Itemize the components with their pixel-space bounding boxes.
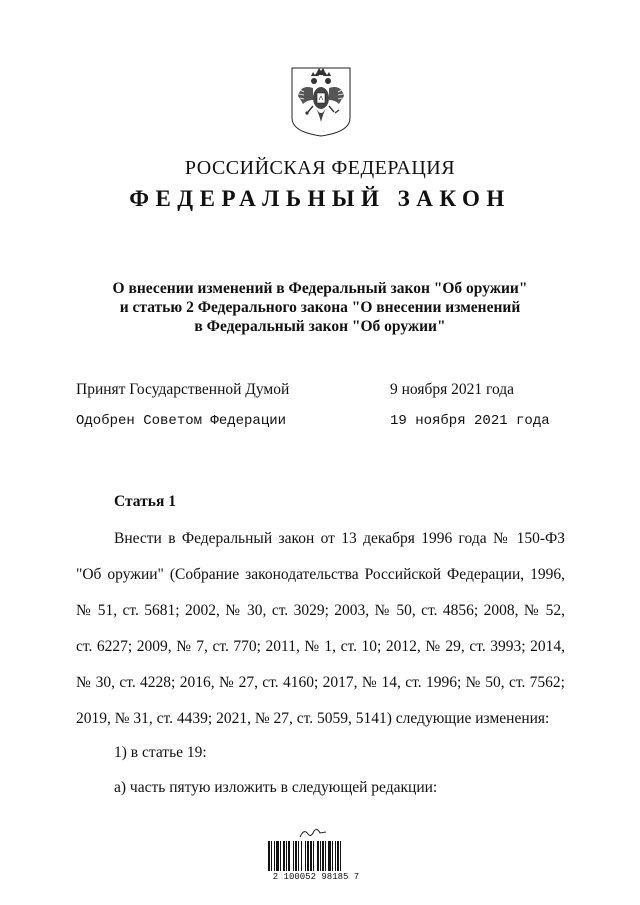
law-title-line: в Федеральный закон "Об оружии" xyxy=(194,318,446,335)
signature-mark-icon xyxy=(298,826,328,840)
adoption-council-row xyxy=(76,413,576,429)
article-text-line: 2019, № 31, ст. 4439; 2021, № 27, ст. 5059, 5141) следующие изменения: xyxy=(76,710,550,727)
article-item-1: 1) в статье 19: xyxy=(114,744,207,761)
article-item-1a: а) часть пятую изложить в следующей редакции: xyxy=(114,779,438,796)
article-text-line: № 30, ст. 4228; 2016, № 27, ст. 4160; 2017, № 14, ст. 1996; № 50, ст. 7562; xyxy=(76,674,565,691)
adoption-duma-date: 9 ноября 2021 года xyxy=(390,381,515,398)
article-heading: Статья 1 xyxy=(114,493,176,510)
adoption-duma-row xyxy=(76,381,576,399)
article-text-line: № 51, ст. 5681; 2002, № 30, ст. 3029; 2003, № 50, ст. 4856; 2008, № 52, xyxy=(76,602,565,619)
adoption-council-date: 19 ноября 2021 года xyxy=(390,413,550,429)
barcode-icon xyxy=(268,824,364,886)
barcode-bar xyxy=(341,841,343,871)
law-title-line: О внесении изменений в Федеральный закон "Об оружии" xyxy=(112,280,528,297)
article-text-line: "Об оружии" (Собрание законодательства Российской Федерации, 1996, xyxy=(76,566,565,583)
barcode-number: 2 100052 98185 7 xyxy=(272,872,360,882)
adoption-duma-label: Принят Государственной Думой xyxy=(76,381,290,398)
adoption-council-label: Одобрен Советом Федерации xyxy=(76,413,287,429)
law-title xyxy=(60,279,580,336)
article-text-line: Внести в Федеральный закон от 13 декабря 1996 года № 150-ФЗ xyxy=(114,530,565,547)
coat-of-arms-icon xyxy=(289,66,353,138)
law-title-line: и статью 2 Федерального закона "О внесении изменений xyxy=(119,299,521,316)
article-text-line: ст. 6227; 2009, № 7, ст. 770; 2011, № 1, ст. 10; 2012, № 29, ст. 3993; 2014, xyxy=(76,638,565,655)
document-type: ФЕДЕРАЛЬНЫЙ ЗАКОН xyxy=(129,186,511,211)
barcode-bars xyxy=(268,841,364,871)
country-name: РОССИЙСКАЯ ФЕДЕРАЦИЯ xyxy=(184,157,456,179)
